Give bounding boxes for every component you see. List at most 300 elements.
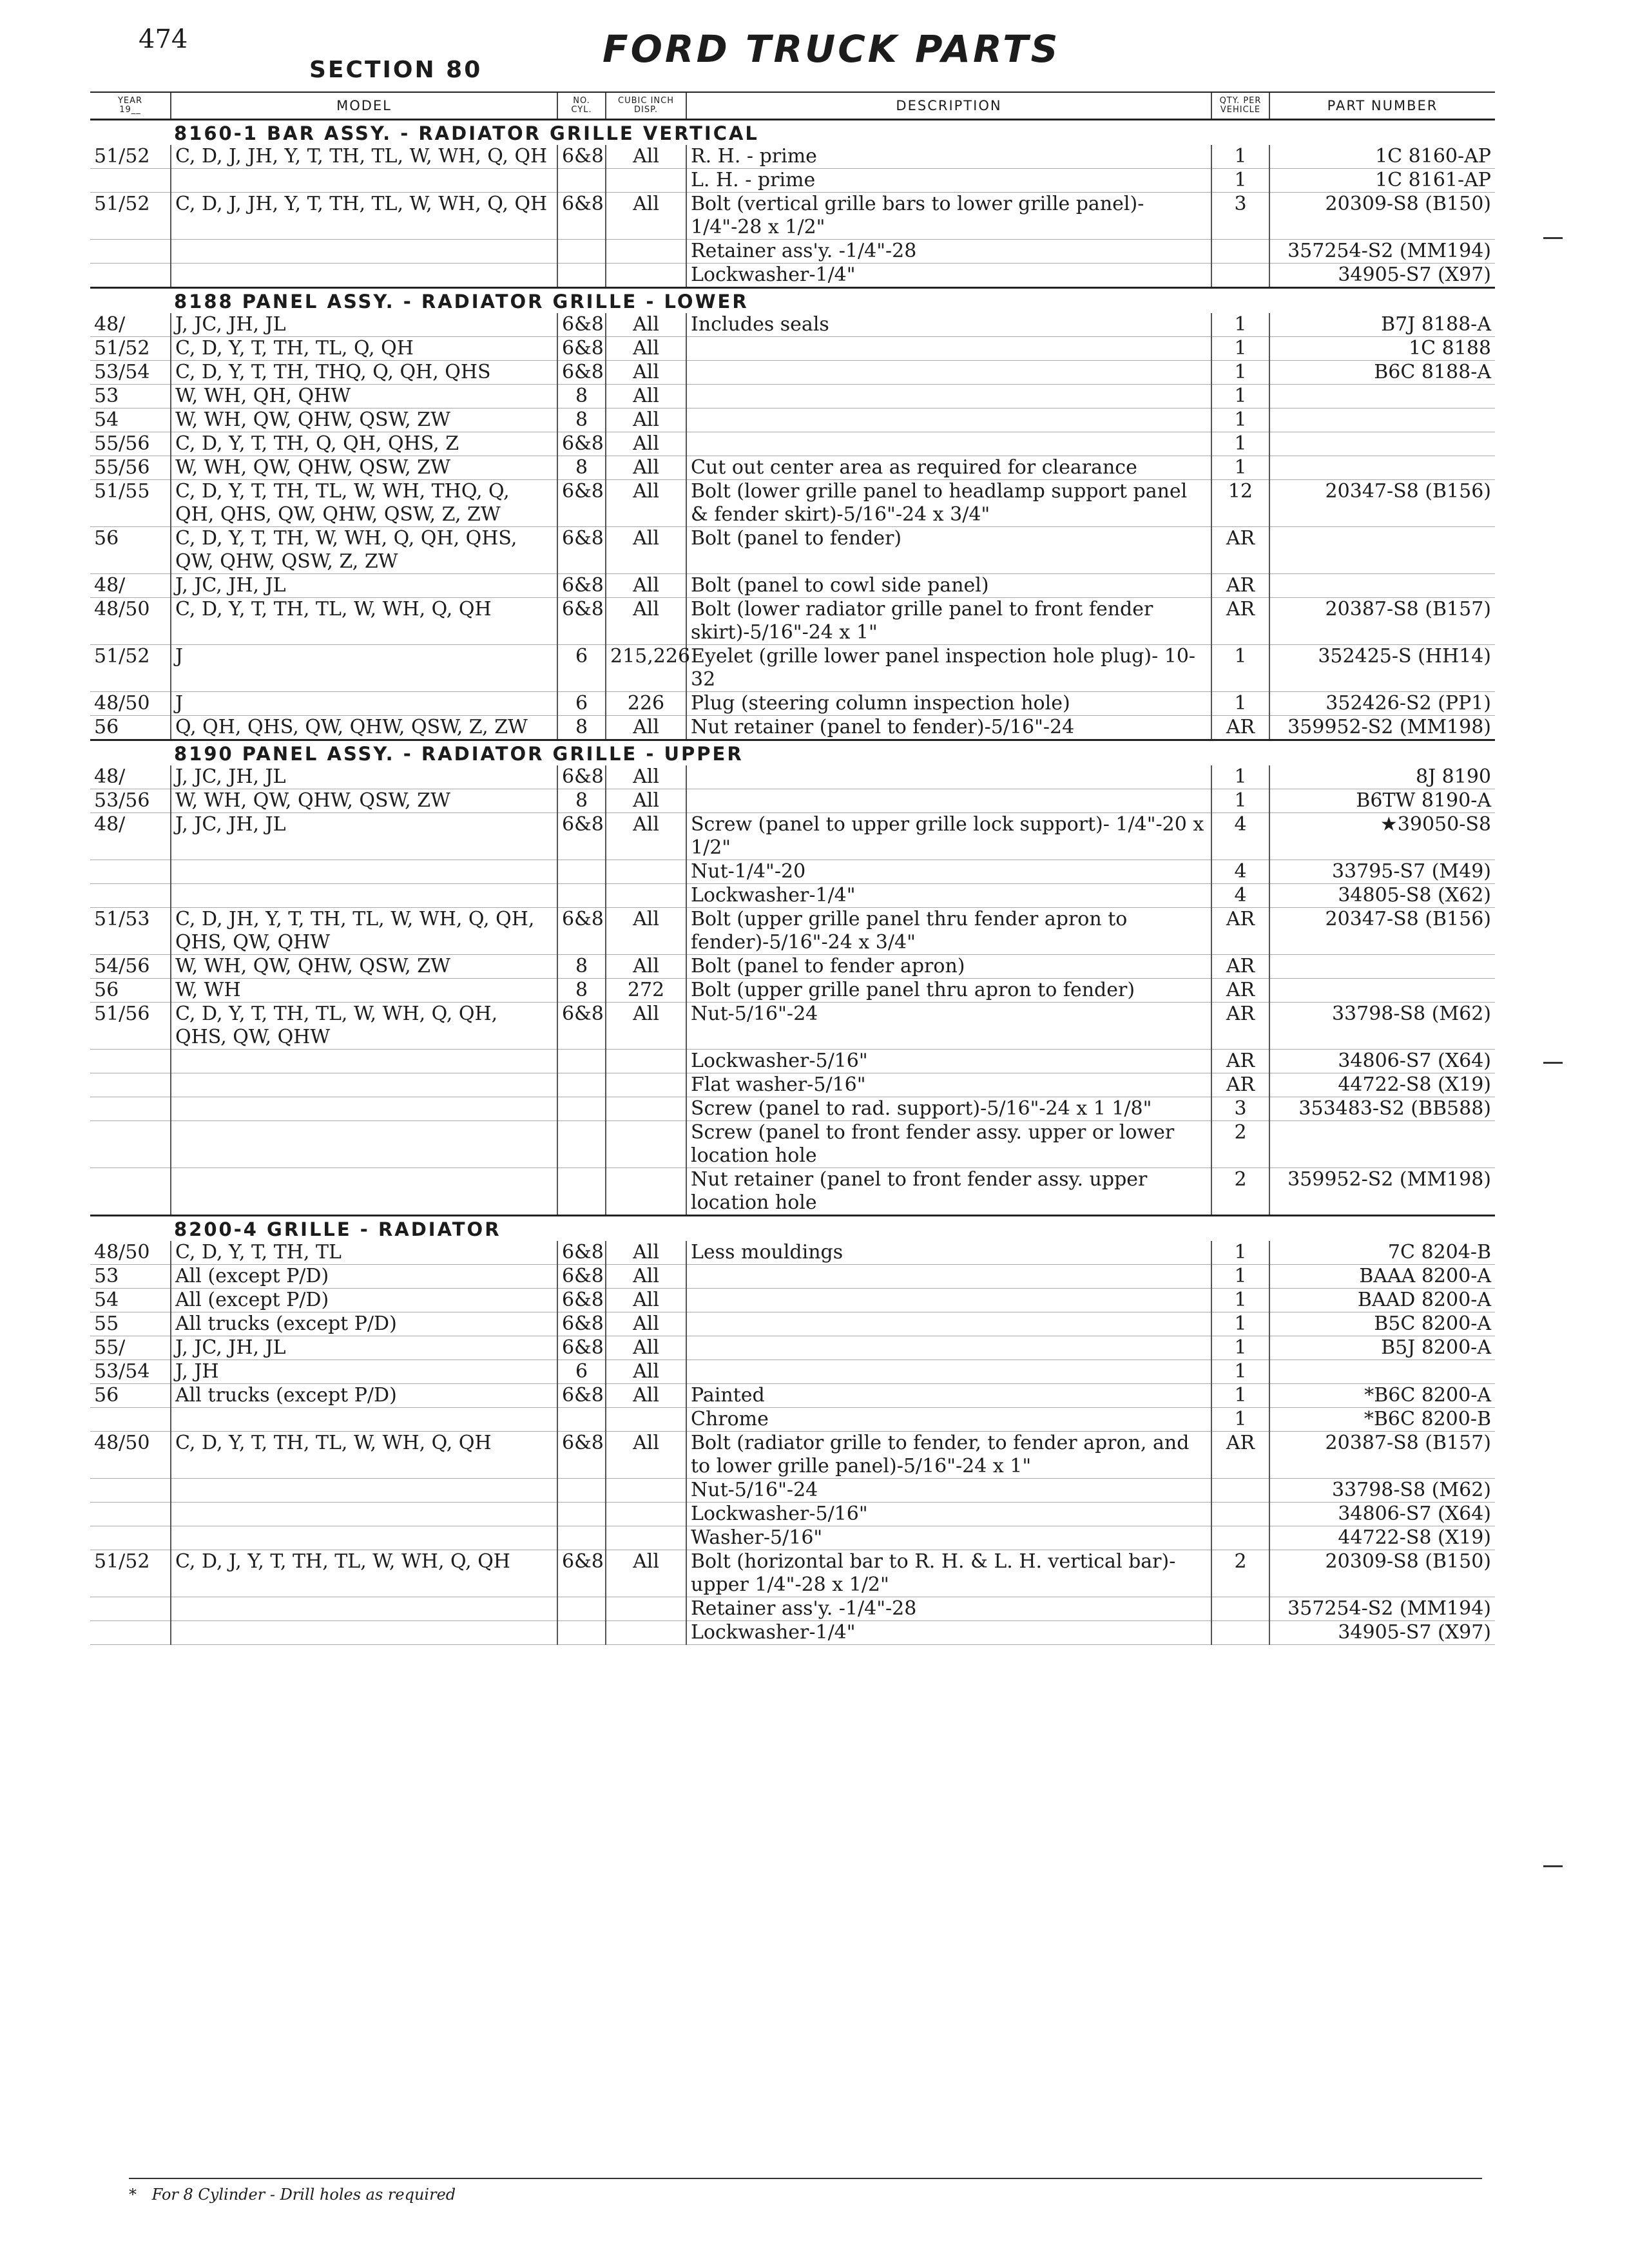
description-cell: R. H. - prime <box>686 145 1211 169</box>
quantity-cell: 1 <box>1211 1408 1269 1432</box>
year-cell <box>90 1073 171 1097</box>
model-cell: J, JC, JH, JL <box>171 765 557 789</box>
cylinders-cell <box>557 1097 606 1121</box>
year-column-header: YEAR 19__ <box>90 92 171 120</box>
part-number-cell: 33798-S8 (M62) <box>1269 1003 1495 1050</box>
cylinders-cell: 6&8 <box>557 527 606 574</box>
part-number-cell: BAAD 8200-A <box>1269 1289 1495 1312</box>
part-number-cell: 352426-S2 (PP1) <box>1269 692 1495 716</box>
table-row <box>90 337 1495 361</box>
cylinders-cell: 6&8 <box>557 1003 606 1050</box>
displacement-cell <box>606 1050 686 1073</box>
displacement-cell: All <box>606 361 686 385</box>
part-number-cell <box>1269 432 1495 456</box>
description-cell: Nut-5/16"-24 <box>686 1003 1211 1050</box>
model-cell: J, JC, JH, JL <box>171 813 557 860</box>
table-row <box>90 574 1495 598</box>
cylinders-cell: 6&8 <box>557 193 606 240</box>
cylinders-cell: 8 <box>557 408 606 432</box>
model-cell: W, WH, QW, QHW, QSW, ZW <box>171 789 557 813</box>
description-cell: Less mouldings <box>686 1241 1211 1265</box>
part-number-cell: 34805-S8 (X62) <box>1269 884 1495 908</box>
cylinders-cell: 6 <box>557 645 606 692</box>
quantity-cell <box>1211 264 1269 288</box>
part-number-cell: 359952-S2 (MM198) <box>1269 716 1495 740</box>
description-cell: Plug (steering column inspection hole) <box>686 692 1211 716</box>
part-number-cell: 44722-S8 (X19) <box>1269 1073 1495 1097</box>
displacement-cell: All <box>606 765 686 789</box>
cylinders-cell: 8 <box>557 456 606 480</box>
table-row <box>90 1050 1495 1073</box>
displacement-cell <box>606 169 686 193</box>
cylinders-cell <box>557 1526 606 1550</box>
description-cell: Lockwasher-1/4" <box>686 1621 1211 1645</box>
description-cell: Lockwasher-5/16" <box>686 1050 1211 1073</box>
part-number-cell: *B6C 8200-A <box>1269 1384 1495 1408</box>
part-number-column-header: PART NUMBER <box>1269 92 1495 120</box>
quantity-cell: 1 <box>1211 789 1269 813</box>
model-cell: C, D, Y, T, TH, TL, Q, QH <box>171 337 557 361</box>
year-cell: 51/53 <box>90 908 171 955</box>
part-number-cell <box>1269 527 1495 574</box>
year-cell: 51/52 <box>90 145 171 169</box>
description-cell <box>686 385 1211 408</box>
year-cell <box>90 1479 171 1503</box>
group-heading: 8160-1 BAR ASSY. - RADIATOR GRILLE VERTICAL <box>90 120 1495 146</box>
model-cell <box>171 884 557 908</box>
year-cell: 53 <box>90 385 171 408</box>
part-number-cell: 1C 8188 <box>1269 337 1495 361</box>
description-cell: Bolt (upper grille panel thru fender apron to fender)-5/16"-24 x 3/4" <box>686 908 1211 955</box>
part-number-cell: B6TW 8190-A <box>1269 789 1495 813</box>
description-cell: Includes seals <box>686 313 1211 337</box>
part-number-cell <box>1269 1360 1495 1384</box>
model-cell: C, D, J, JH, Y, T, TH, TL, W, WH, Q, QH <box>171 145 557 169</box>
displacement-cell <box>606 264 686 288</box>
margin-mark <box>1543 237 1563 239</box>
description-cell: Painted <box>686 1384 1211 1408</box>
description-cell <box>686 361 1211 385</box>
quantity-cell <box>1211 1597 1269 1621</box>
table-row <box>90 860 1495 884</box>
model-cell: C, D, Y, T, TH, W, WH, Q, QH, QHS, QW, QHW, QSW, Z, ZW <box>171 527 557 574</box>
quantity-cell: 2 <box>1211 1550 1269 1597</box>
year-cell <box>90 1597 171 1621</box>
description-cell: Bolt (lower radiator grille panel to front fender skirt)-5/16"-24 x 1" <box>686 598 1211 645</box>
model-cell <box>171 1597 557 1621</box>
description-cell: Screw (panel to upper grille lock support)- 1/4"-20 x 1/2" <box>686 813 1211 860</box>
part-number-cell: 34905-S7 (X97) <box>1269 264 1495 288</box>
table-row <box>90 1384 1495 1408</box>
displacement-cell <box>606 1621 686 1645</box>
table-row <box>90 169 1495 193</box>
cylinders-cell: 6&8 <box>557 1241 606 1265</box>
description-cell: Bolt (panel to cowl side panel) <box>686 574 1211 598</box>
part-number-cell: 20347-S8 (B156) <box>1269 908 1495 955</box>
cylinders-cell <box>557 1479 606 1503</box>
footnote <box>129 2186 456 2204</box>
model-cell: J, JC, JH, JL <box>171 1336 557 1360</box>
model-cell: C, D, Y, T, TH, TL, W, WH, Q, QH <box>171 598 557 645</box>
part-number-cell: 34806-S7 (X64) <box>1269 1503 1495 1526</box>
table-row <box>90 716 1495 740</box>
quantity-cell: 3 <box>1211 193 1269 240</box>
model-column-header: MODEL <box>171 92 557 120</box>
quantity-cell: 4 <box>1211 860 1269 884</box>
year-cell: 51/52 <box>90 645 171 692</box>
quantity-cell: 1 <box>1211 361 1269 385</box>
year-cell: 48/50 <box>90 692 171 716</box>
table-header <box>90 92 1495 120</box>
cylinders-cell: 6&8 <box>557 1312 606 1336</box>
model-cell: C, D, J, JH, Y, T, TH, TL, W, WH, Q, QH <box>171 193 557 240</box>
quantity-cell: 3 <box>1211 1097 1269 1121</box>
quantity-cell <box>1211 1479 1269 1503</box>
footnote-mark: * <box>129 2186 137 2204</box>
table-row <box>90 692 1495 716</box>
part-number-cell: B5J 8200-A <box>1269 1336 1495 1360</box>
part-number-cell: 353483-S2 (BB588) <box>1269 1097 1495 1121</box>
displacement-cell: All <box>606 193 686 240</box>
description-cell: Flat washer-5/16" <box>686 1073 1211 1097</box>
displacement-cell <box>606 1121 686 1168</box>
cylinders-cell <box>557 1503 606 1526</box>
cylinders-cell: 8 <box>557 979 606 1003</box>
quantity-cell: 1 <box>1211 145 1269 169</box>
table-row <box>90 1479 1495 1503</box>
group-heading-row <box>90 740 1495 766</box>
cylinders-cell: 8 <box>557 955 606 979</box>
part-number-cell: 357254-S2 (MM194) <box>1269 240 1495 264</box>
description-cell: Lockwasher-5/16" <box>686 1503 1211 1526</box>
part-number-cell <box>1269 955 1495 979</box>
quantity-cell: AR <box>1211 908 1269 955</box>
table-row <box>90 1597 1495 1621</box>
table-row <box>90 1121 1495 1168</box>
year-cell <box>90 884 171 908</box>
cylinders-cell: 6&8 <box>557 337 606 361</box>
displacement-cell <box>606 1503 686 1526</box>
year-cell: 56 <box>90 527 171 574</box>
quantity-cell: AR <box>1211 1050 1269 1073</box>
table-row <box>90 1432 1495 1479</box>
model-cell: W, WH, QW, QHW, QSW, ZW <box>171 408 557 432</box>
model-cell: W, WH, QH, QHW <box>171 385 557 408</box>
table-row <box>90 1408 1495 1432</box>
model-cell: C, D, J, Y, T, TH, TL, W, WH, Q, QH <box>171 1550 557 1597</box>
part-number-cell: 20347-S8 (B156) <box>1269 480 1495 527</box>
description-cell <box>686 765 1211 789</box>
model-cell: C, D, JH, Y, T, TH, TL, W, WH, Q, QH, QHS, QW, QHW <box>171 908 557 955</box>
description-cell <box>686 432 1211 456</box>
part-number-cell: 33795-S7 (M49) <box>1269 860 1495 884</box>
table-row <box>90 1168 1495 1216</box>
quantity-cell: 2 <box>1211 1168 1269 1216</box>
quantity-cell: 1 <box>1211 1384 1269 1408</box>
part-number-cell: 33798-S8 (M62) <box>1269 1479 1495 1503</box>
cylinders-cell: 8 <box>557 385 606 408</box>
table-row <box>90 1503 1495 1526</box>
model-cell <box>171 1097 557 1121</box>
displacement-column-header: CUBIC INCH DISP. <box>606 92 686 120</box>
displacement-cell: All <box>606 1003 686 1050</box>
part-number-cell: 20309-S8 (B150) <box>1269 1550 1495 1597</box>
model-cell <box>171 1073 557 1097</box>
cylinders-cell: 8 <box>557 716 606 740</box>
part-number-cell: ★39050-S8 <box>1269 813 1495 860</box>
displacement-cell: All <box>606 1550 686 1597</box>
table-row <box>90 1526 1495 1550</box>
quantity-cell: AR <box>1211 1003 1269 1050</box>
displacement-cell: All <box>606 527 686 574</box>
description-cell: Screw (panel to rad. support)-5/16"-24 x 1 1/8" <box>686 1097 1211 1121</box>
year-cell: 54/56 <box>90 955 171 979</box>
displacement-cell: All <box>606 1312 686 1336</box>
table-row <box>90 1241 1495 1265</box>
table-row <box>90 1073 1495 1097</box>
table-row <box>90 884 1495 908</box>
quantity-cell: AR <box>1211 574 1269 598</box>
cylinders-cell <box>557 1621 606 1645</box>
description-cell: Nut-1/4"-20 <box>686 860 1211 884</box>
displacement-cell: All <box>606 313 686 337</box>
displacement-cell: All <box>606 408 686 432</box>
quantity-cell: 1 <box>1211 1241 1269 1265</box>
displacement-cell: All <box>606 574 686 598</box>
table-row <box>90 908 1495 955</box>
description-cell <box>686 1265 1211 1289</box>
part-number-cell: 44722-S8 (X19) <box>1269 1526 1495 1550</box>
year-cell <box>90 1621 171 1645</box>
description-cell: Retainer ass'y. -1/4"-28 <box>686 1597 1211 1621</box>
part-number-cell: *B6C 8200-B <box>1269 1408 1495 1432</box>
year-cell: 48/ <box>90 574 171 598</box>
year-cell: 48/ <box>90 765 171 789</box>
displacement-cell <box>606 1526 686 1550</box>
model-cell: C, D, Y, T, TH, Q, QH, QHS, Z <box>171 432 557 456</box>
part-number-cell: 352425-S (HH14) <box>1269 645 1495 692</box>
part-number-cell: B7J 8188-A <box>1269 313 1495 337</box>
year-cell: 51/52 <box>90 193 171 240</box>
cylinders-cell: 6 <box>557 1360 606 1384</box>
quantity-cell: AR <box>1211 527 1269 574</box>
model-cell: All (except P/D) <box>171 1289 557 1312</box>
quantity-cell: 4 <box>1211 884 1269 908</box>
displacement-cell: All <box>606 955 686 979</box>
year-cell: 55/ <box>90 1336 171 1360</box>
displacement-cell <box>606 1097 686 1121</box>
year-cell: 53/54 <box>90 361 171 385</box>
description-cell: Bolt (panel to fender) <box>686 527 1211 574</box>
description-cell: Lockwasher-1/4" <box>686 264 1211 288</box>
model-cell: J, JH <box>171 1360 557 1384</box>
cylinders-cell: 6&8 <box>557 1265 606 1289</box>
table-row <box>90 645 1495 692</box>
model-cell <box>171 1621 557 1645</box>
table-row <box>90 1312 1495 1336</box>
cylinders-cell: 6&8 <box>557 598 606 645</box>
cylinders-cell: 6&8 <box>557 1550 606 1597</box>
cylinders-cell <box>557 264 606 288</box>
year-cell <box>90 1503 171 1526</box>
quantity-cell: 4 <box>1211 813 1269 860</box>
quantity-cell: 1 <box>1211 1312 1269 1336</box>
quantity-cell <box>1211 1621 1269 1645</box>
year-cell: 53/56 <box>90 789 171 813</box>
year-cell <box>90 240 171 264</box>
displacement-cell: All <box>606 1384 686 1408</box>
parts-table <box>90 91 1495 1645</box>
description-cell: Eyelet (grille lower panel inspection hole plug)- 10-32 <box>686 645 1211 692</box>
year-cell: 48/ <box>90 313 171 337</box>
model-cell: W, WH <box>171 979 557 1003</box>
table-row <box>90 765 1495 789</box>
part-number-cell <box>1269 1121 1495 1168</box>
part-number-cell: 34905-S7 (X97) <box>1269 1621 1495 1645</box>
displacement-cell: 226 <box>606 692 686 716</box>
displacement-cell <box>606 240 686 264</box>
cylinders-cell: 6&8 <box>557 1384 606 1408</box>
model-cell: C, D, Y, T, TH, TL, W, WH, THQ, Q, QH, QHS, QW, QHW, QSW, Z, ZW <box>171 480 557 527</box>
table-row <box>90 1265 1495 1289</box>
quantity-cell: 1 <box>1211 1265 1269 1289</box>
year-cell: 56 <box>90 1384 171 1408</box>
quantity-cell: AR <box>1211 598 1269 645</box>
displacement-cell: All <box>606 337 686 361</box>
model-cell: J, JC, JH, JL <box>171 313 557 337</box>
cylinders-cell: 6&8 <box>557 145 606 169</box>
displacement-cell: All <box>606 1336 686 1360</box>
quantity-cell <box>1211 240 1269 264</box>
description-column-header: DESCRIPTION <box>686 92 1211 120</box>
part-number-cell: 1C 8160-AP <box>1269 145 1495 169</box>
cylinders-cell: 6&8 <box>557 908 606 955</box>
year-cell: 53 <box>90 1265 171 1289</box>
quantity-cell: 1 <box>1211 692 1269 716</box>
quantity-cell: 1 <box>1211 313 1269 337</box>
cylinders-cell <box>557 1121 606 1168</box>
year-cell <box>90 1526 171 1550</box>
year-cell: 56 <box>90 716 171 740</box>
model-cell: W, WH, QW, QHW, QSW, ZW <box>171 955 557 979</box>
model-cell <box>171 1121 557 1168</box>
year-cell: 48/ <box>90 813 171 860</box>
quantity-cell: 1 <box>1211 169 1269 193</box>
model-cell: J <box>171 692 557 716</box>
displacement-cell: All <box>606 1432 686 1479</box>
part-number-cell: 8J 8190 <box>1269 765 1495 789</box>
year-cell: 56 <box>90 979 171 1003</box>
quantity-cell: AR <box>1211 979 1269 1003</box>
description-cell: Chrome <box>686 1408 1211 1432</box>
group-heading: 8190 PANEL ASSY. - RADIATOR GRILLE - UPPER <box>90 740 1495 766</box>
cylinders-cell <box>557 1408 606 1432</box>
group-heading-row <box>90 288 1495 314</box>
table-row <box>90 361 1495 385</box>
description-cell: Bolt (vertical grille bars to lower grille panel)- 1/4"-28 x 1/2" <box>686 193 1211 240</box>
table-row <box>90 1550 1495 1597</box>
model-cell <box>171 169 557 193</box>
displacement-cell <box>606 1479 686 1503</box>
part-number-cell: 20309-S8 (B150) <box>1269 193 1495 240</box>
year-cell <box>90 1097 171 1121</box>
group-heading: 8200-4 GRILLE - RADIATOR <box>90 1216 1495 1242</box>
model-cell: All trucks (except P/D) <box>171 1312 557 1336</box>
quantity-cell: 1 <box>1211 337 1269 361</box>
table-row <box>90 598 1495 645</box>
description-cell: Nut retainer (panel to front fender assy. upper location hole <box>686 1168 1211 1216</box>
displacement-cell <box>606 884 686 908</box>
table-row <box>90 456 1495 480</box>
quantity-cell: AR <box>1211 1073 1269 1097</box>
year-cell: 54 <box>90 1289 171 1312</box>
year-cell: 51/56 <box>90 1003 171 1050</box>
part-number-cell <box>1269 574 1495 598</box>
quantity-cell: 2 <box>1211 1121 1269 1168</box>
cylinders-cell <box>557 1168 606 1216</box>
description-cell: Bolt (upper grille panel thru apron to fender) <box>686 979 1211 1003</box>
table-row <box>90 955 1495 979</box>
model-cell <box>171 240 557 264</box>
cylinders-cell <box>557 169 606 193</box>
year-cell: 48/50 <box>90 1241 171 1265</box>
year-cell: 55/56 <box>90 432 171 456</box>
displacement-cell <box>606 1168 686 1216</box>
model-cell <box>171 1050 557 1073</box>
description-cell: Bolt (radiator grille to fender, to fender apron, and to lower grille panel)-5/16"-24 x 1" <box>686 1432 1211 1479</box>
description-cell: Retainer ass'y. -1/4"-28 <box>686 240 1211 264</box>
part-number-cell: 20387-S8 (B157) <box>1269 598 1495 645</box>
description-cell: Lockwasher-1/4" <box>686 884 1211 908</box>
cylinders-cell: 6&8 <box>557 361 606 385</box>
model-cell: C, D, Y, T, TH, TL, W, WH, Q, QH <box>171 1432 557 1479</box>
displacement-cell: All <box>606 145 686 169</box>
part-number-cell: B5C 8200-A <box>1269 1312 1495 1336</box>
table-row <box>90 432 1495 456</box>
description-cell <box>686 1289 1211 1312</box>
table-row <box>90 813 1495 860</box>
model-cell: W, WH, QW, QHW, QSW, ZW <box>171 456 557 480</box>
part-number-cell <box>1269 456 1495 480</box>
cylinders-cell: 6 <box>557 692 606 716</box>
footnote-text: For 8 Cylinder - Drill holes as required <box>151 2186 456 2204</box>
cylinders-cell: 6&8 <box>557 574 606 598</box>
footnote-divider <box>129 2178 1482 2179</box>
model-cell: C, D, Y, T, TH, TL, W, WH, Q, QH, QHS, QW, QHW <box>171 1003 557 1050</box>
year-cell: 51/52 <box>90 337 171 361</box>
displacement-cell <box>606 1073 686 1097</box>
displacement-cell: All <box>606 716 686 740</box>
model-cell: C, D, Y, T, TH, TL <box>171 1241 557 1265</box>
quantity-cell: 1 <box>1211 385 1269 408</box>
description-cell: L. H. - prime <box>686 169 1211 193</box>
part-number-cell: 20387-S8 (B157) <box>1269 1432 1495 1479</box>
displacement-cell: All <box>606 789 686 813</box>
quantity-cell: 1 <box>1211 408 1269 432</box>
description-cell <box>686 337 1211 361</box>
description-cell: Bolt (panel to fender apron) <box>686 955 1211 979</box>
model-cell: J <box>171 645 557 692</box>
year-cell: 53/54 <box>90 1360 171 1384</box>
cylinders-cell: 6&8 <box>557 1336 606 1360</box>
quantity-cell <box>1211 1503 1269 1526</box>
group-heading-row <box>90 120 1495 146</box>
model-cell <box>171 1408 557 1432</box>
group-heading: 8188 PANEL ASSY. - RADIATOR GRILLE - LOWER <box>90 288 1495 314</box>
margin-mark <box>1543 1865 1563 1867</box>
table-row <box>90 385 1495 408</box>
table-row <box>90 1336 1495 1360</box>
